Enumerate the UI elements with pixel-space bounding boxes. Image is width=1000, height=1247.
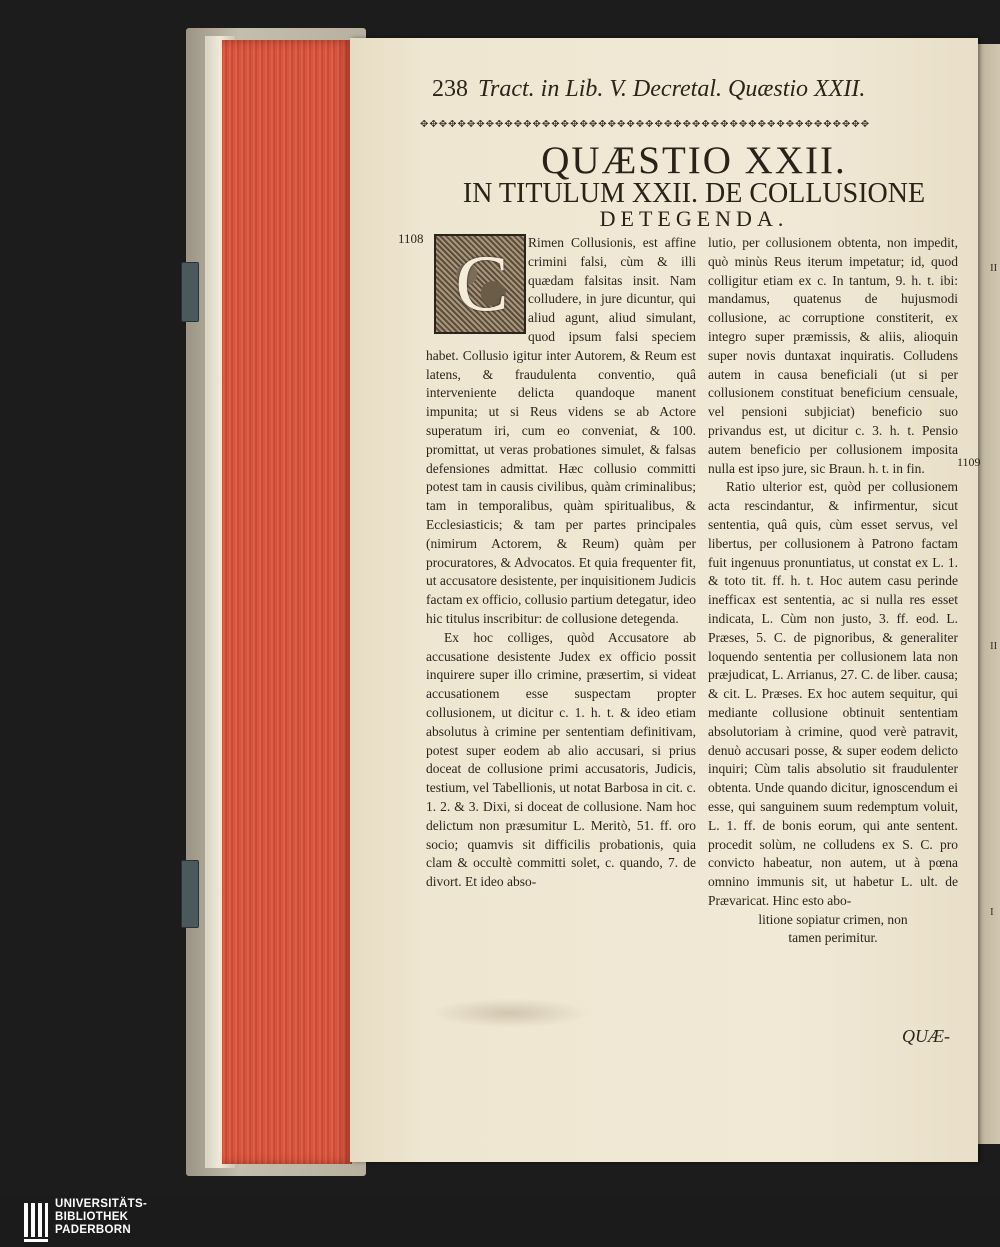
page-number: 238: [432, 76, 468, 102]
right-text-column: [708, 234, 958, 948]
paragraph: Rimen Collusionis, est affine crimini falsi, cùm & illi quædam falsitas insit. Nam colludere, in jure dicuntur, qui aliud agunt, aliud simulant, quod ipsum falsi speciem habet. Collusio igitur inter Autorem, & Reum est latens, & fraudulenta conventio, quâ interveniente delicta quandoque manent impunita; ut si Reus videns se ab Actore superatum iri, cum eo conveniat, & 100. promittat, ut veras probationes simulet, & falsas defensiones admittat. Hæc collusio committi potest tam in causis civilibus, quàm criminalibus; tam in temporalibus, quàm spiritualibus, & Ecclesiasticis; & tam per partes principales (nimirum Actorem, & Reum) quàm per procuratores, & Advocatos. Et quia frequenter fit, ut accusatore desistente, per inquisitionem Judicis factam ex officio, collusio partium detegatur, ideo hic titulus inscribitur: de collusione detegenda.: [426, 235, 696, 626]
decorated-initial: [434, 234, 526, 334]
library-name-line: PADERBORN: [55, 1224, 131, 1236]
running-head: [432, 76, 932, 106]
paragraph-number: 1108: [398, 231, 424, 246]
ornamental-rule: ✥✥✥✥✥✥✥✥✥✥✥✥✥✥✥✥✥✥✥✥✥✥✥✥✥✥✥✥✥✥✥✥✥✥✥✥✥✥✥✥✥✥✥✥✥✥✥✥: [420, 120, 871, 130]
paragraph-number: 1109: [957, 455, 981, 469]
book-clasp-bottom: [181, 860, 199, 928]
chapter-subtitle: IN TITULUM XXII. DE COLLUSIONE: [462, 178, 926, 209]
red-page-edge: [222, 40, 352, 1164]
catchword: QUÆ-: [902, 1026, 950, 1046]
next-page-margin-number: II: [990, 640, 998, 652]
chapter-title: QUÆSTIO XXII.: [541, 139, 847, 182]
next-page-edge: [978, 44, 1000, 1144]
library-name-line: UNIVERSITÄTS-: [55, 1198, 148, 1210]
paragraph: Ex hoc colliges, quòd Accusatore ab accusatione desistente Judex ex officio possit inquirere super illo crimine, præsertim, si videat accusationem esse suspectam propter collusionem, ut dicitur c. 1. h. t. & ideo etiam absolutus à crimine per sententiam definitivam, potest super eodem ab alio accusari, si prius doceat de collusione primi accusatoris, Judicis, testium, vel Tabellionis, ut notat Barbosa in cit. c. 1. 2. & 3. Dixi, si doceat de collusione. Nam hoc delictum non præsumitur L. Meritò, 51. ff. oro socio; quamvis sit difficilis probationis, quia clam & occultè committi solet, c. quando, 7. de divort. Et ideo abso-: [426, 629, 696, 890]
paragraph-end-line: litione sopiatur crimen, non: [758, 911, 908, 927]
library-footer: [0, 1195, 1000, 1247]
next-page-margin-number: II: [990, 262, 998, 274]
book-page: [350, 38, 981, 1162]
paragraph-end-line: tamen perimitur.: [788, 930, 878, 946]
running-head-title: Tract. in Lib. V. Decretal. Quæstio XXII.: [478, 76, 866, 102]
library-logo-icon: [22, 1201, 50, 1243]
book-clasp-top: [181, 262, 199, 322]
library-name-line: BIBLIOTHEK: [55, 1211, 129, 1223]
paragraph: lutio, per collusionem obtenta, non impedit, quò minùs Reus iterum impetatur; id, quod colligitur etiam ex c. In tantum, 9. h. t. ibi: mandamus, quatenus de hujusmodi collusione, ac corruptione constiterit, ex integro super præmissis, & aliis, alioquin super novis duntaxat inquiratis. Colludens autem in causa beneficiali (ut si per collusionem constituat beneficium censuale, vel pensioni subjiciat) beneficio suo privandus est, ut dicitur c. 3. h. t. Pensio autem beneficio per collusionem imposita nulla est ipso jure, sic Braun. h. t. in fin.: [708, 235, 958, 476]
paper-stain: [430, 998, 590, 1028]
initial-letter: C: [455, 240, 509, 328]
next-page-margin-number: I: [990, 906, 994, 918]
library-name: [55, 1198, 147, 1237]
chapter-subtitle-continued: DETEGENDA.: [599, 206, 789, 231]
paragraph: Ratio ulterior est, quòd per collusionem acta rescindantur, & infirmentur, sicut sententia, quâ quis, cùm esset servus, vel libertus, per collusionem à Patrono factam fuit ingenuus pronuntiatus, ut constat ex L. 1. & toto tit. ff. h. t. Hoc autem casu perinde inefficax est sententia, ac si nulla res esset indicata, L. Cùm non justo, 3. ff. eod. L. Præses, 5. C. de pignoribus, & generaliter loquendo sententia per collusionem lata non præjudicat, L. Arrianus, 27. C. de liber. causa; & cit. L. Præses. Ex hoc autem sequitur, qui mediante collusione obtinuit sententiam absolutoriam à crimine, quod verè patravit, denuò accusari posse, & super eodem delicto inquiri; Cùm talis absolutio sit fraudulenter obtenta. Unde quando dicitur, ignoscendum ei esse, qui sanguinem suum redemptum voluit, L. 1. ff. de bonis eorum, qui ante sentent. procedit solùm, ne colludens ex S. C. pro convicto habeatur, non autem, ut à pœna omnino immunis sit, ut habetur L. ult. de Prævaricat. Hinc esto abo-: [708, 479, 958, 908]
